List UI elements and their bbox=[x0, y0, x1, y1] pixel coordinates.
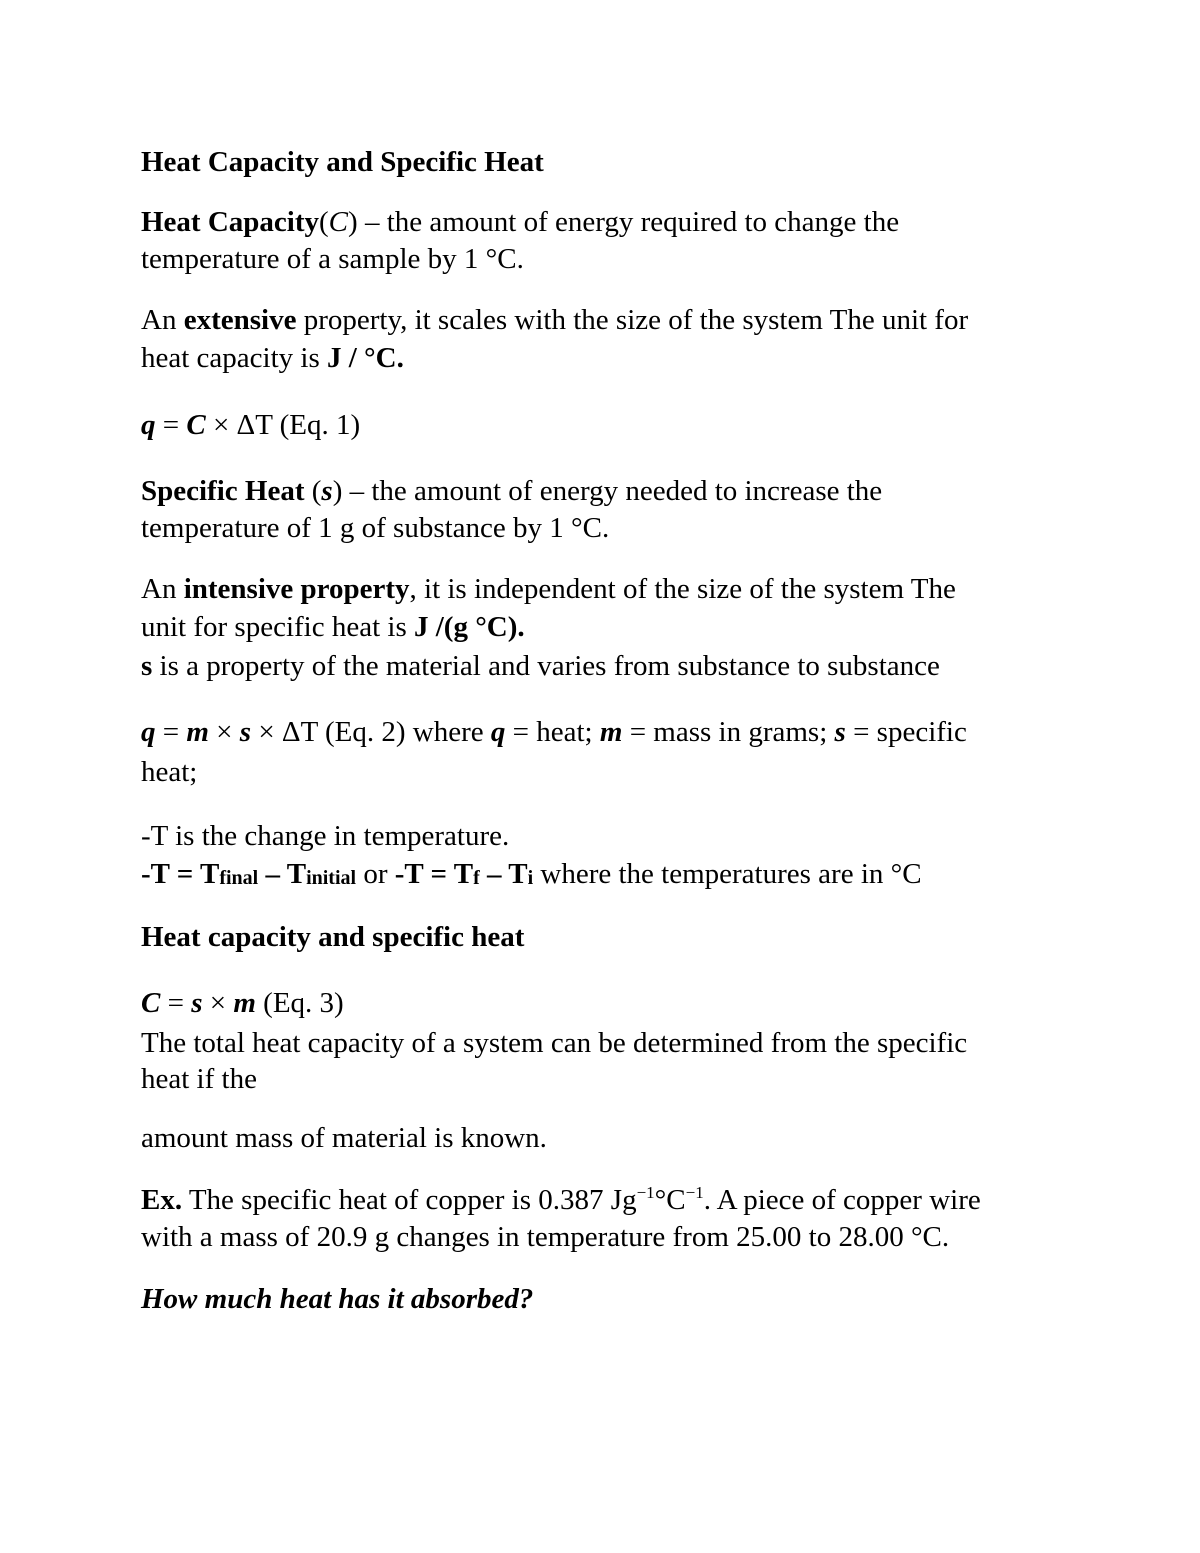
symbol-paren-open: ( bbox=[319, 206, 329, 238]
eq3-m: m bbox=[233, 987, 256, 1019]
equation-2-line2: heat; bbox=[141, 756, 198, 788]
delta-eq-b: – T bbox=[258, 858, 307, 890]
delta-line2 bbox=[141, 860, 922, 889]
eq1-equals: = bbox=[155, 409, 187, 441]
equation-3 bbox=[141, 989, 344, 1018]
eq2-heat-def: = heat; bbox=[505, 716, 600, 748]
extensive-rest: property, it scales with the size of the system The unit for bbox=[296, 304, 969, 336]
eq3-times: × bbox=[202, 987, 234, 1019]
delta-eq-c: -T = T bbox=[394, 858, 474, 890]
subscript-final: final bbox=[219, 867, 259, 889]
total-line2: heat if the bbox=[141, 1063, 257, 1095]
section-subheading: Heat capacity and specific heat bbox=[141, 921, 525, 953]
symbol-s: s bbox=[321, 475, 333, 507]
unit-heat-capacity: J / °C. bbox=[327, 342, 404, 374]
heat-capacity-definition-line1 bbox=[141, 208, 899, 237]
eq3-s: s bbox=[191, 987, 203, 1019]
superscript-1: −1 bbox=[636, 1183, 655, 1202]
example-deg: °C bbox=[654, 1184, 686, 1216]
delta-line1: -T is the change in temperature. bbox=[141, 820, 510, 852]
example-text2: . A piece of copper wire bbox=[703, 1184, 981, 1216]
eq2-rest: × ΔT (Eq. 2) where bbox=[251, 716, 491, 748]
term-intensive-property: intensive property bbox=[183, 573, 410, 605]
eq1-c: C bbox=[186, 409, 206, 441]
example-label: Ex. bbox=[141, 1184, 183, 1216]
intensive-line3-rest: is a property of the material and varies from substance to substance bbox=[152, 650, 940, 682]
subscript-i: i bbox=[527, 867, 534, 889]
eq2-s: s bbox=[239, 716, 252, 748]
eq2-spec-def: = specific bbox=[845, 716, 967, 748]
eq2-equals: = bbox=[155, 716, 187, 748]
eq3-c: C bbox=[141, 987, 161, 1019]
eq2-q2: q bbox=[490, 716, 506, 748]
intensive-line2-pre: unit for specific heat is bbox=[141, 611, 414, 643]
specific-heat-definition-line1 bbox=[141, 477, 882, 506]
symbol-s-bold: s bbox=[141, 650, 153, 682]
question: How much heat has it absorbed? bbox=[141, 1283, 534, 1315]
unit-specific-heat: J /(g °C). bbox=[414, 611, 525, 643]
term-heat-capacity: Heat Capacity bbox=[141, 206, 319, 238]
subscript-f: f bbox=[473, 867, 480, 889]
symbol-c: C bbox=[328, 206, 349, 238]
delta-rest: where the temperatures are in °C bbox=[533, 858, 922, 890]
intensive-line1 bbox=[141, 575, 956, 604]
eq2-s2: s bbox=[834, 716, 846, 748]
delta-eq-a: -T = T bbox=[141, 858, 220, 890]
term-specific-heat: Specific Heat bbox=[141, 475, 305, 507]
example-line1 bbox=[141, 1183, 981, 1216]
sh-paren-open: ( bbox=[304, 475, 322, 507]
specific-heat-definition-line2: temperature of 1 g of substance by 1 °C. bbox=[141, 512, 610, 544]
sh-paren-close: ) bbox=[332, 475, 343, 507]
symbol-paren-close: ) bbox=[348, 206, 358, 238]
equation-1 bbox=[141, 411, 360, 440]
extensive-line2-pre: heat capacity is bbox=[141, 342, 327, 374]
total-line1: The total heat capacity of a system can be determined from the specific bbox=[141, 1027, 968, 1059]
intensive-rest: , it is independent of the size of the system The bbox=[409, 573, 956, 605]
eq2-times: × bbox=[208, 716, 240, 748]
intensive-line3 bbox=[141, 652, 940, 681]
eq3-rest: (Eq. 3) bbox=[255, 987, 344, 1019]
subscript-initial: initial bbox=[306, 867, 357, 889]
heat-capacity-definition-line2: temperature of a sample by 1 °C. bbox=[141, 243, 524, 275]
term-extensive: extensive bbox=[183, 304, 297, 336]
eq1-rest: × ΔT (Eq. 1) bbox=[205, 409, 361, 441]
example-text1: The specific heat of copper is 0.387 Jg bbox=[182, 1184, 637, 1216]
eq2-m2: m bbox=[599, 716, 623, 748]
delta-or: or bbox=[356, 858, 395, 890]
superscript-2: −1 bbox=[685, 1183, 704, 1202]
extensive-pre: An bbox=[141, 304, 184, 336]
intensive-pre: An bbox=[141, 573, 184, 605]
delta-eq-d: – T bbox=[479, 858, 528, 890]
eq2-m: m bbox=[186, 716, 209, 748]
sh-definition-text: – the amount of energy needed to increase the bbox=[342, 475, 883, 507]
page-title: Heat Capacity and Specific Heat bbox=[141, 146, 544, 178]
equation-2-line1 bbox=[141, 718, 967, 747]
eq2-q: q bbox=[141, 716, 156, 748]
definition-text: – the amount of energy required to change the bbox=[357, 206, 900, 238]
extensive-line2 bbox=[141, 344, 404, 373]
eq2-mass-def: = mass in grams; bbox=[622, 716, 835, 748]
eq3-equals: = bbox=[160, 987, 192, 1019]
extensive-line1 bbox=[141, 306, 968, 335]
example-line2: with a mass of 20.9 g changes in temperature from 25.00 to 28.00 °C. bbox=[141, 1221, 950, 1253]
intensive-line2 bbox=[141, 613, 525, 642]
total-line3: amount mass of material is known. bbox=[141, 1122, 547, 1154]
eq1-q: q bbox=[141, 409, 156, 441]
